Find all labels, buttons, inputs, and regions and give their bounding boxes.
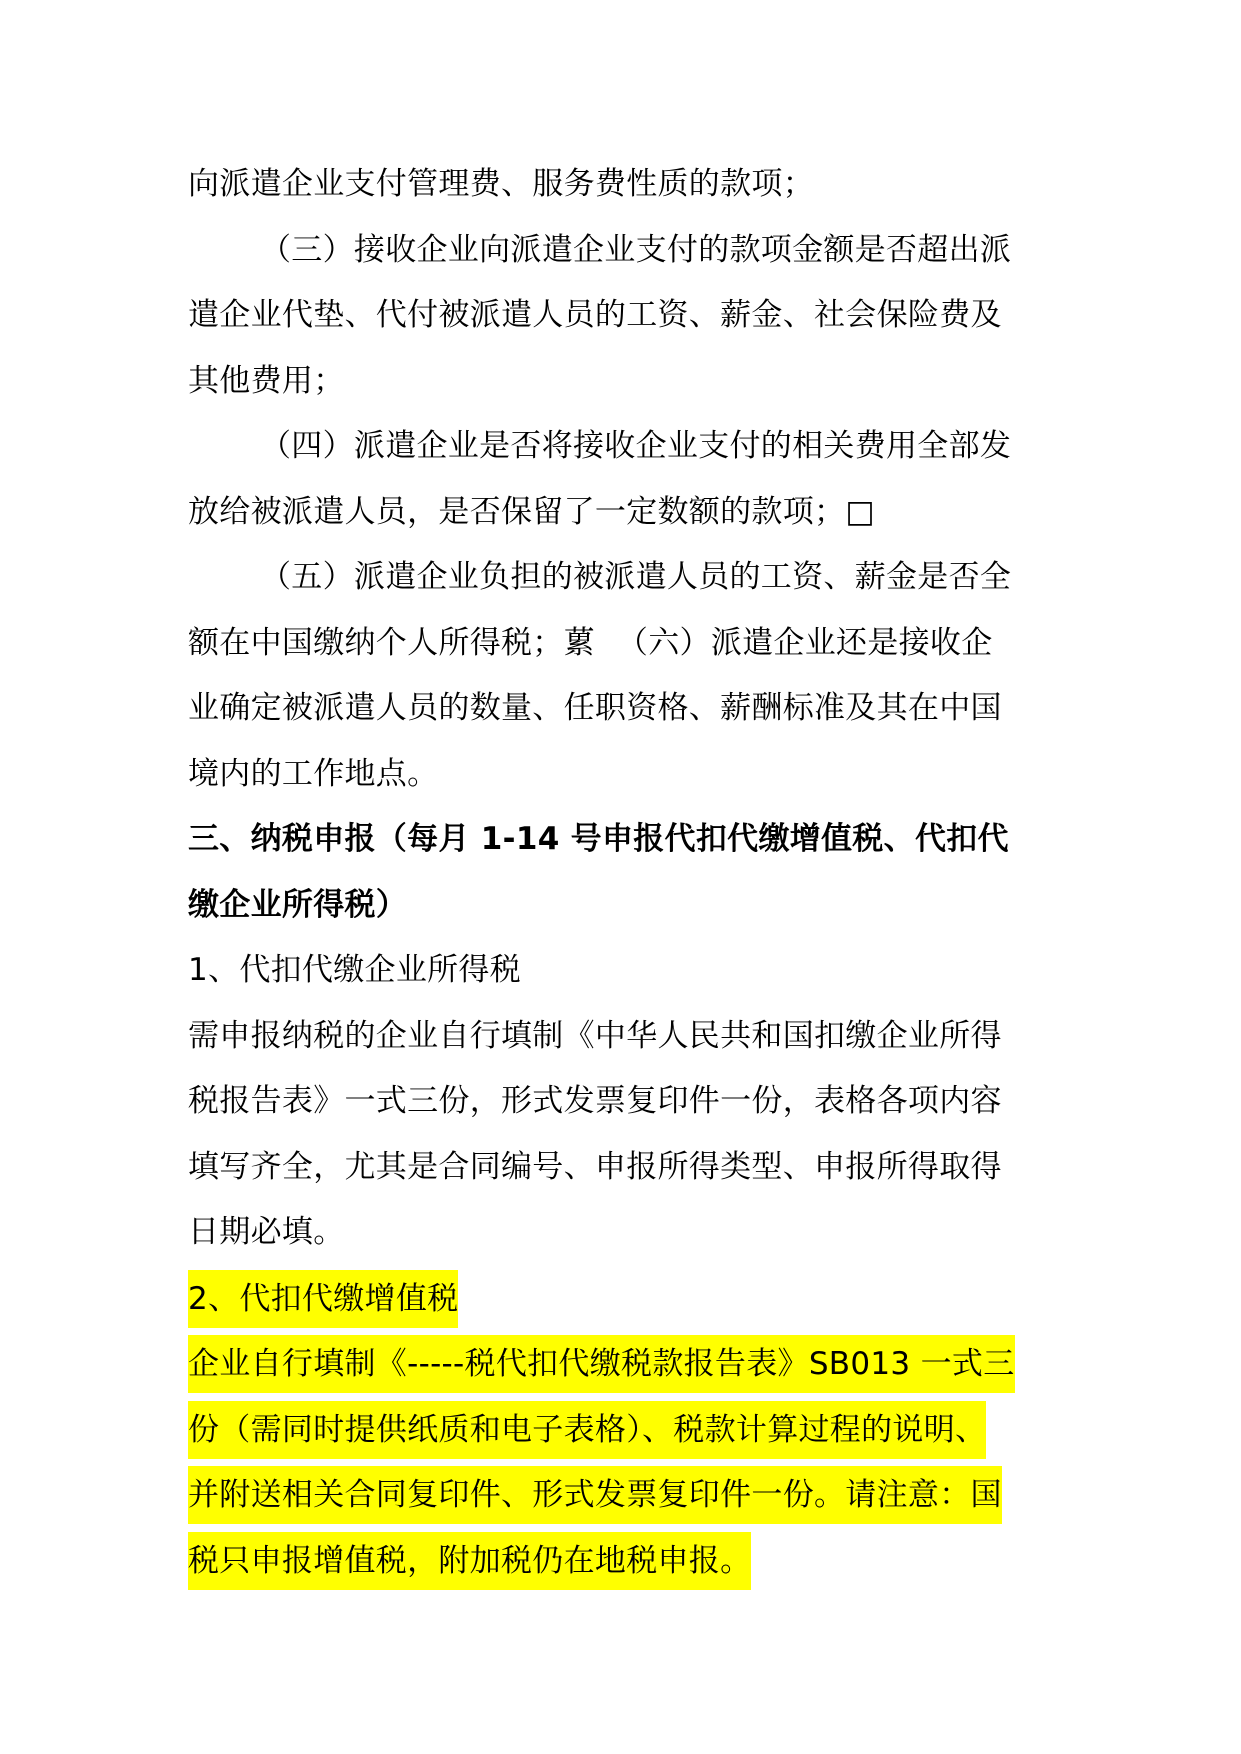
paragraph-line: 放给被派遣人员，是否保留了一定数额的款项；□	[188, 493, 875, 530]
paragraph-line: 税报告表》一式三份，形式发票复印件一份，表格各项内容	[188, 1083, 1002, 1119]
paragraph-line: （四）派遣企业是否将接收企业支付的相关费用全部发	[260, 428, 1012, 464]
paragraph-line: 填写齐全，尤其是合同编号、申报所得类型、申报所得取得	[188, 1148, 1002, 1185]
paragraph-line: （五）派遣企业负担的被派遣人员的工资、薪金是否全	[260, 559, 1012, 595]
paragraph-line: 向派遣企业支付管理费、服务费性质的款项；	[188, 166, 814, 202]
highlighted-line: 税只申报增值税，附加税仍在地税申报。	[188, 1528, 1058, 1594]
paragraph-line: 遣企业代垫、代付被派遣人员的工资、薪金、社会保险费及	[188, 297, 1002, 333]
highlighted-line: 并附送相关合同复印件、形式发票复印件一份。请注意：国	[188, 1462, 1058, 1528]
paragraph-line: 境内的工作地点。	[188, 755, 439, 792]
highlighted-subheading-line: 2、代扣代缴增值税	[188, 1266, 1058, 1332]
document-page	[188, 152, 1058, 1593]
paragraph-line: 日期必填。	[188, 1214, 345, 1250]
highlighted-line: 企业自行填制《-----税代扣代缴税款报告表》SB013 一式三	[188, 1331, 1058, 1397]
highlighted-line: 份（需同时提供纸质和电子表格）、税款计算过程的说明、	[188, 1397, 1058, 1463]
stray-glyph: 蔂	[563, 624, 595, 661]
paragraph-line: （三）接收企业向派遣企业支付的款项金额是否超出派	[260, 231, 1012, 268]
paragraph-line: 其他费用；	[188, 362, 345, 399]
missing-glyph-box: □	[845, 493, 875, 530]
paragraph-line: 业确定被派遣人员的数量、任职资格、薪酬标准及其在中国	[188, 690, 1002, 726]
paragraph-line: 需申报纳税的企业自行填制《中华人民共和国扣缴企业所得	[188, 1017, 1002, 1054]
section-heading-line: 缴企业所得税）	[188, 886, 408, 923]
paragraph-line: 额在中国缴纳个人所得税；蔂 （六）派遣企业还是接收企	[188, 624, 993, 661]
subheading-line: 1、代扣代缴企业所得税	[188, 952, 522, 988]
section-heading-line: 三、纳税申报（每月 1-14 号申报代扣代缴增值税、代扣代	[188, 821, 1009, 857]
